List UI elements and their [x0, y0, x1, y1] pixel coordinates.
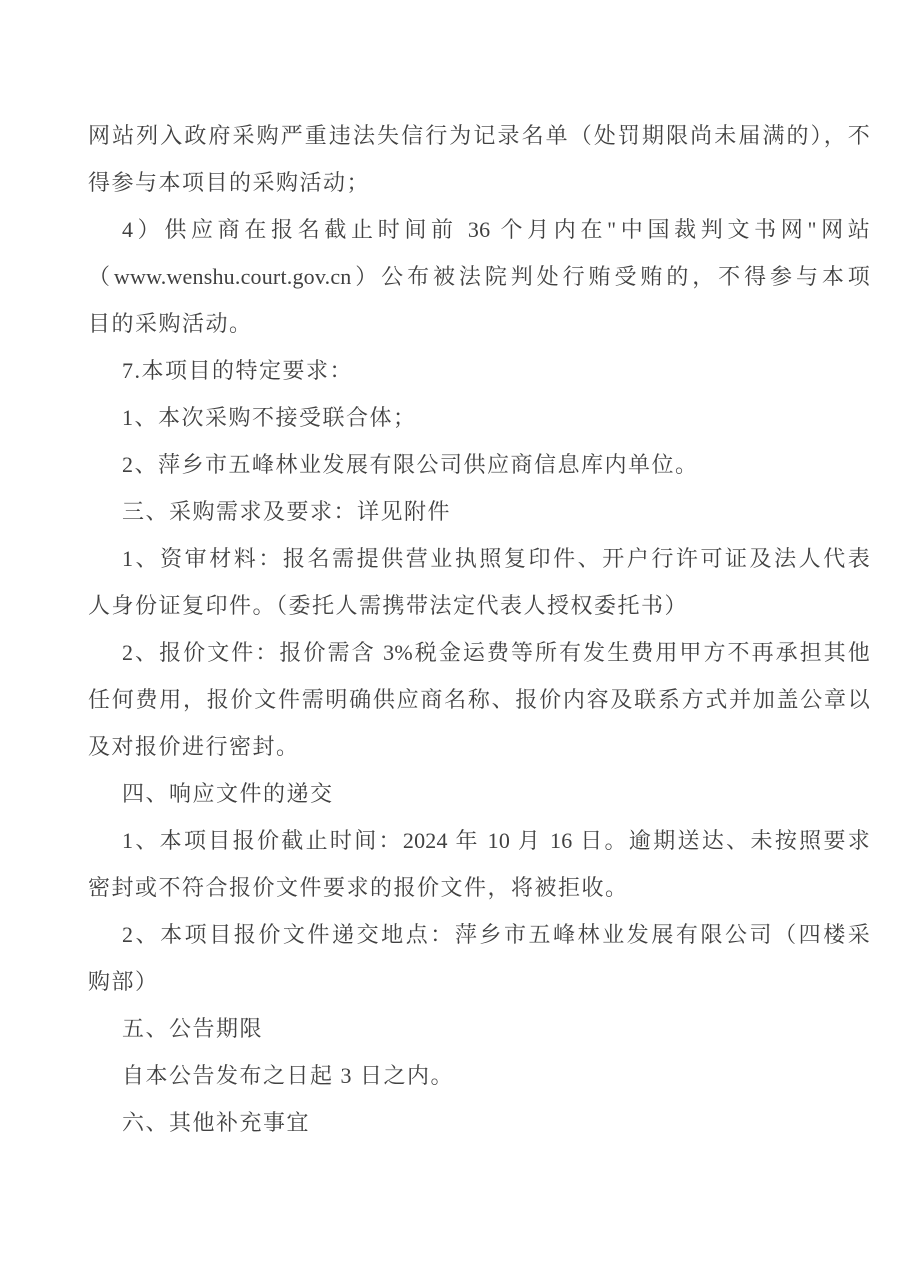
paragraph-line: 任何费用，报价文件需明确供应商名称、报价内容及联系方式并加盖公章以	[88, 687, 870, 712]
paragraph-line: 人身份证复印件。（委托人需携带法定代表人授权委托书）	[88, 593, 689, 618]
paragraph-line: 1、资审材料：报名需提供营业执照复印件、开户行许可证及法人代表	[122, 546, 870, 571]
paragraph-line: 及对报价进行密封。	[88, 734, 300, 759]
paragraph-line: 2、本项目报价文件递交地点：萍乡市五峰林业发展有限公司（四楼采	[122, 922, 870, 947]
paragraph-line: 4）供应商在报名截止时间前 36 个月内在"中国裁判文书网"网站	[122, 217, 870, 242]
document-body	[88, 112, 870, 1146]
paragraph-line: 自本公告发布之日起 3 日之内。	[122, 1063, 455, 1088]
paragraph-line: 三、采购需求及要求：详见附件	[122, 499, 452, 524]
paragraph-line: 密封或不符合报价文件要求的报价文件，将被拒收。	[88, 875, 629, 900]
paragraph-line: 1、本次采购不接受联合体；	[122, 405, 417, 430]
paragraph-line: 得参与本项目的采购活动；	[88, 170, 371, 195]
paragraph-line: 目的采购活动。	[88, 311, 253, 336]
paragraph-line: 购部）	[88, 969, 159, 994]
paragraph-line: 五、公告期限	[122, 1016, 264, 1041]
paragraph-line: 1、本项目报价截止时间：2024 年 10 月 16 日。逾期送达、未按照要求	[122, 828, 870, 853]
paragraph-line: 7.本项目的特定要求：	[122, 358, 354, 383]
paragraph-line: 2、报价文件：报价需含 3%税金运费等所有发生费用甲方不再承担其他	[122, 640, 870, 665]
paragraph-line: 网站列入政府采购严重违法失信行为记录名单（处罚期限尚未届满的），不	[88, 123, 870, 148]
paragraph-line: 2、萍乡市五峰林业发展有限公司供应商信息库内单位。	[122, 452, 699, 477]
paragraph-line: 六、其他补充事宜	[122, 1110, 311, 1135]
paragraph-line: 四、响应文件的递交	[122, 781, 334, 806]
paragraph-line: （www.wenshu.court.gov.cn）公布被法院判处行贿受贿的，不得参与本项	[88, 264, 870, 289]
